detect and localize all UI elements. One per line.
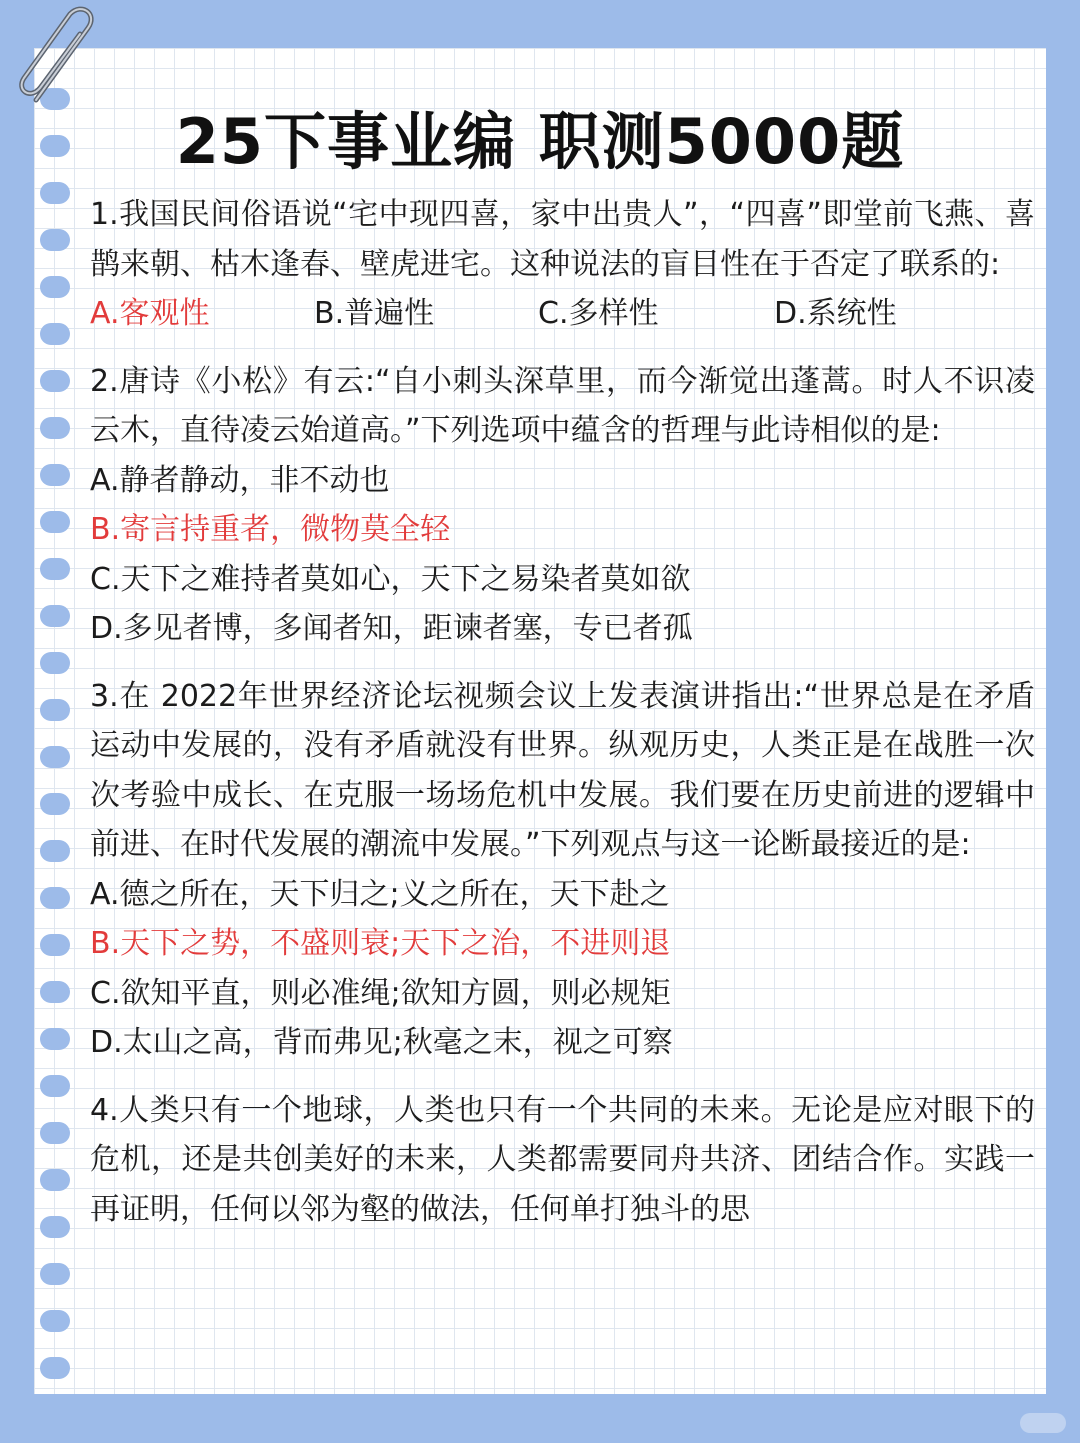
option-b-correct[interactable]: B.天下之势，不盛则衰;天下之治，不进则退 xyxy=(90,926,671,961)
binder-ring xyxy=(40,229,70,251)
option-b[interactable]: B.普遍性 xyxy=(314,296,435,331)
binder-ring xyxy=(40,1216,70,1238)
binder-ring xyxy=(40,558,70,580)
binder-ring xyxy=(40,840,70,862)
option-c[interactable]: C.欲知平直，则必准绳;欲知方圆，则必规矩 xyxy=(90,975,671,1011)
binder-ring xyxy=(40,323,70,345)
binder-ring xyxy=(40,793,70,815)
binder-rings xyxy=(0,0,80,1443)
binder-ring xyxy=(40,417,70,439)
binder-ring xyxy=(40,1310,70,1332)
binder-ring xyxy=(40,464,70,486)
option-c[interactable]: C.多样性 xyxy=(538,296,659,331)
binder-ring xyxy=(40,1122,70,1144)
question-1 xyxy=(90,190,1035,339)
binder-ring xyxy=(40,1075,70,1097)
binder-ring xyxy=(40,1263,70,1285)
option-a[interactable]: A.德之所在，天下归之;义之所在，天下赴之 xyxy=(90,876,670,912)
binder-ring xyxy=(40,934,70,956)
binder-ring xyxy=(40,699,70,721)
option-a[interactable]: A.静者静动，非不动也 xyxy=(90,462,390,498)
option-c[interactable]: C.天下之难持者莫如心，天下之易染者莫如欲 xyxy=(90,561,691,597)
option-a-correct[interactable]: A.客观性 xyxy=(90,296,210,331)
question-stem: 3.在 2022年世界经济论坛视频会议上发表演讲指出:“世界总是在矛盾运动中发展的，没有矛盾就没有世界。纵观历史，人类正是在战胜一次次考验中成长、在克服一场场危机中发展。我们要在历史前进的逻辑中前进、在时代发展的潮流中发展。”下列观点与这一论断最接近的是: xyxy=(90,678,1035,862)
option-b-correct[interactable]: B.寄言持重者，微物莫全轻 xyxy=(90,512,451,547)
question-2 xyxy=(90,357,1035,654)
question-list xyxy=(90,190,1035,1252)
binder-ring xyxy=(40,1357,70,1379)
options-row xyxy=(90,289,1035,339)
binder-ring xyxy=(40,981,70,1003)
question-4 xyxy=(90,1086,1035,1235)
watermark xyxy=(1020,1413,1066,1433)
binder-ring xyxy=(40,887,70,909)
binder-ring xyxy=(40,746,70,768)
binder-ring xyxy=(40,276,70,298)
question-stem: 1.我国民间俗语说“宅中现四喜，家中出贵人”，“四喜”即堂前飞燕、喜鹊来朝、枯木逢春、壁虎进宅。这种说法的盲目性在于否定了联系的: xyxy=(90,197,1035,282)
page-title: 25下事业编 职测5000题 xyxy=(175,105,905,178)
binder-ring xyxy=(40,1028,70,1050)
binder-ring xyxy=(40,182,70,204)
binder-ring xyxy=(40,652,70,674)
binder-ring xyxy=(40,511,70,533)
question-stem: 4.人类只有一个地球，人类也只有一个共同的未来。无论是应对眼下的危机，还是共创美好的未来，人类都需要同舟共济、团结合作。实践一再证明，任何以邻为壑的做法，任何单打独斗的思 xyxy=(90,1092,1035,1227)
question-3 xyxy=(90,672,1035,1068)
option-d[interactable]: D.系统性 xyxy=(774,296,897,331)
question-stem: 2.唐诗《小松》有云:“自小刺头深草里，而今渐觉出蓬蒿。时人不识凌云木，直待凌云始道高。”下列选项中蕴含的哲理与此诗相似的是: xyxy=(90,363,1035,448)
binder-ring xyxy=(40,370,70,392)
option-d[interactable]: D.太山之高，背而弗见;秋毫之末，视之可察 xyxy=(90,1025,673,1060)
binder-ring xyxy=(40,1169,70,1191)
option-d[interactable]: D.多见者博，多闻者知，距谏者塞，专已者孤 xyxy=(90,611,693,646)
binder-ring xyxy=(40,605,70,627)
